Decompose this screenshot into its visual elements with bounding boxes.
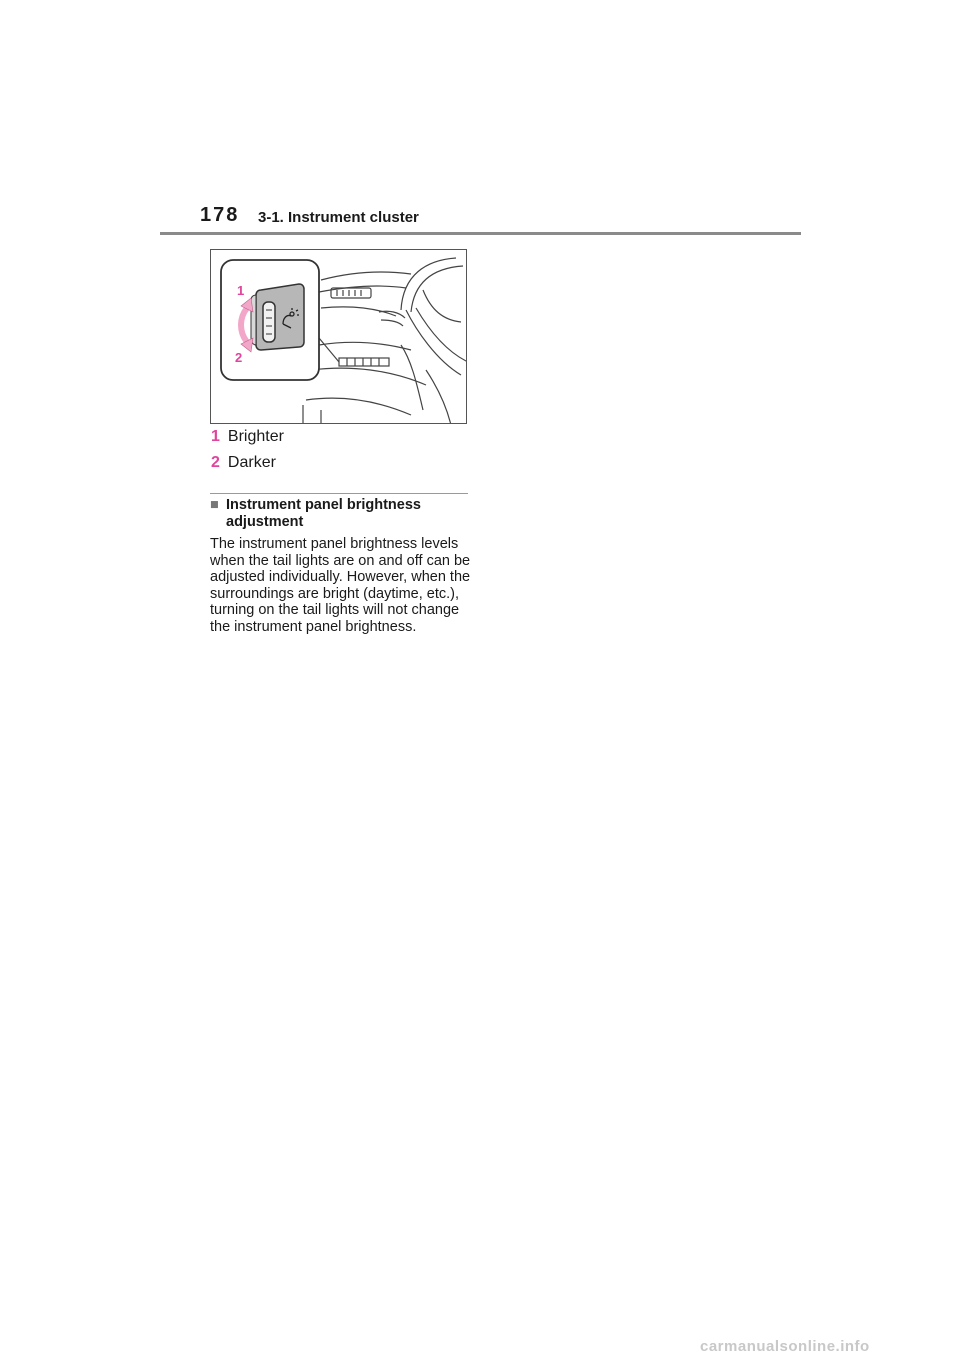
legend-item-brighter	[211, 428, 284, 446]
legend-label: Brighter	[227, 428, 284, 445]
subsection-divider	[210, 493, 468, 494]
subsection-heading	[210, 497, 470, 531]
header-rule	[160, 232, 801, 235]
legend-label: Darker	[227, 454, 276, 471]
callout-1: 1	[237, 283, 245, 298]
callout-2: 2	[235, 350, 243, 365]
subsection-body: The instrument panel brightness levels when the tail lights are on and off can be adjusted individually. However, when the surroundings are bright (daytime, etc.), turning on the tail lights will not change the instrument panel brightness.	[210, 536, 471, 635]
section-title: 3-1. Instrument cluster	[258, 209, 419, 226]
dashboard-illustration	[210, 249, 467, 424]
dashboard-drawing	[211, 250, 467, 424]
legend-number: 2	[211, 454, 220, 471]
legend-item-darker	[211, 454, 276, 472]
watermark: carmanualsonline.info	[700, 1338, 870, 1355]
subsection-title: Instrument panel brightness adjustment	[226, 497, 421, 530]
brightness-dial	[263, 302, 275, 342]
page-number: 178	[200, 204, 240, 226]
legend-number: 1	[211, 428, 220, 445]
square-bullet-icon: ■	[210, 497, 219, 513]
